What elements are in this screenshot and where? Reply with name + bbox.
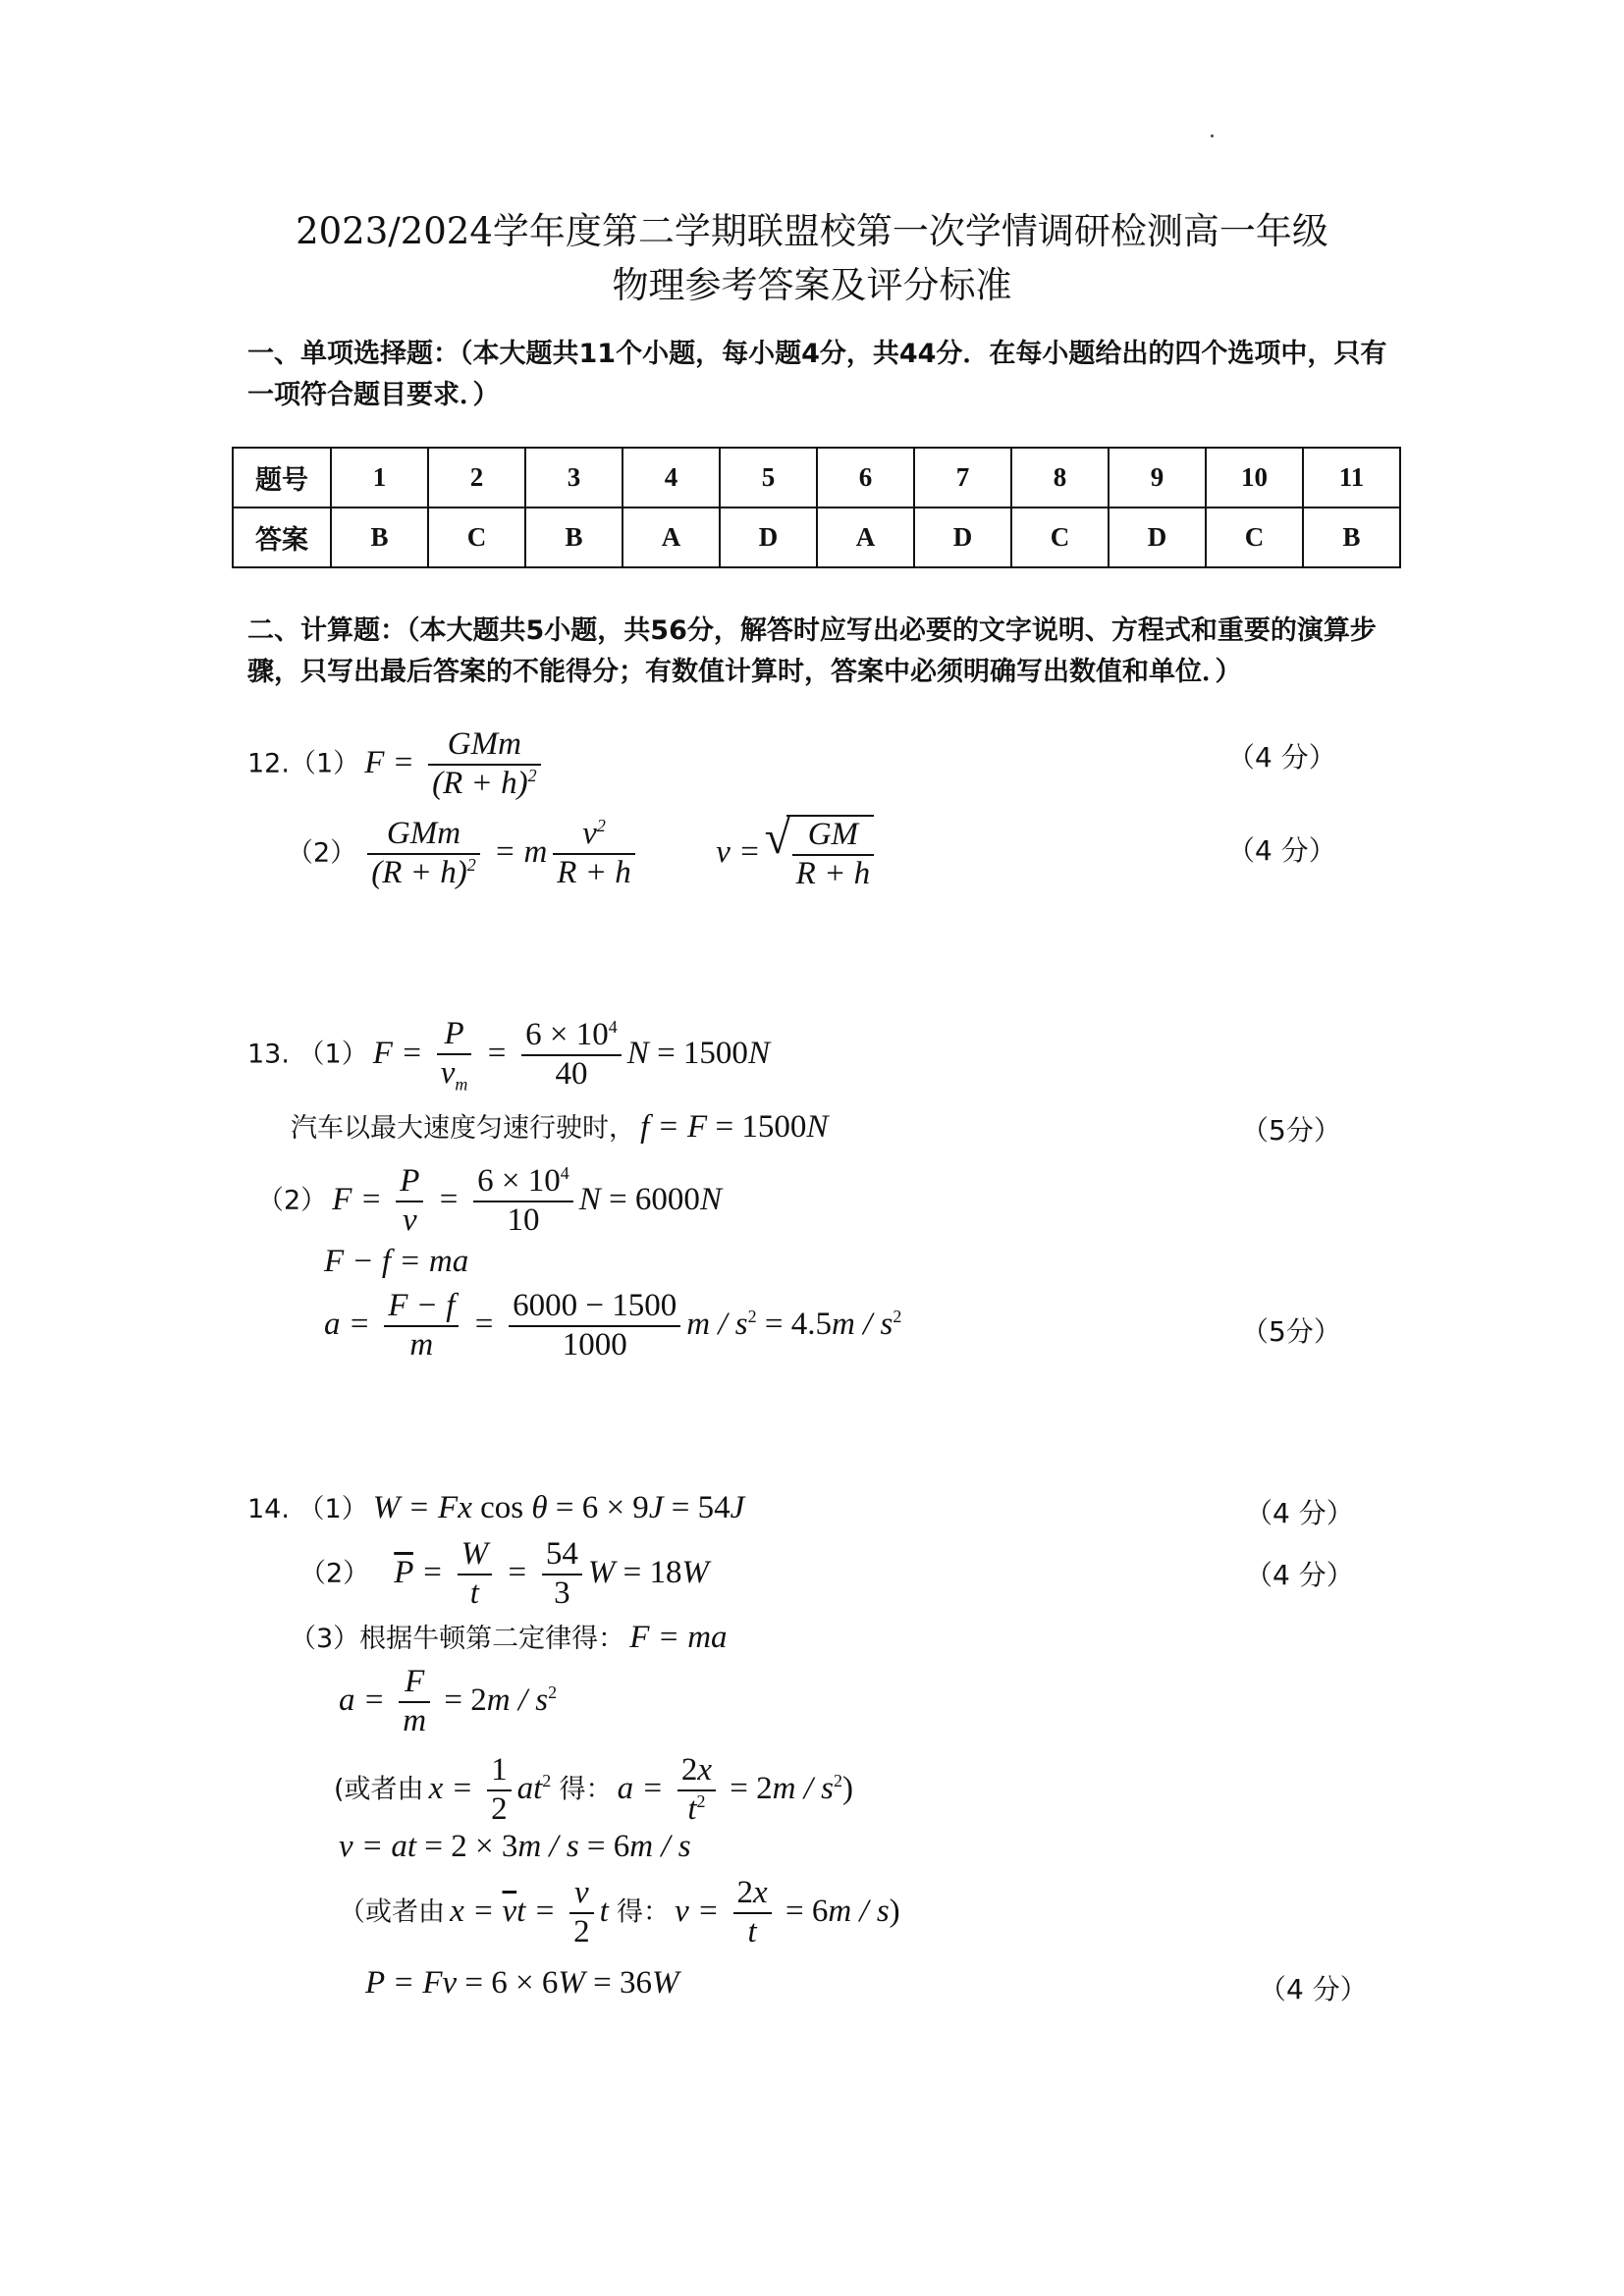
q14-alt1-eq2: a = $\frac{2x}{t^2}$ = $2m / s^2$) — [617, 1752, 853, 1827]
q14-alt1 — [334, 1752, 853, 1829]
q14-power-equation: P = Fv = 6 × 6W = 36W — [365, 1965, 679, 2001]
q12-part2-equation: GMm $(R + h)^2$ = m $\frac{v^2}{R + h}$ v = √ $\frac{GM}{R + h}$ — [361, 834, 874, 870]
number-row-label: 题号 — [233, 448, 331, 507]
q14-newton-equation: F = ma — [629, 1620, 728, 1655]
q13-newton-equation: F − f = ma — [324, 1244, 469, 1279]
q14-velocity-equation: v = at = 2 × 3m / s = 6m / s — [339, 1829, 691, 1864]
section2-header: 二、计算题：（本大题共5小题，共56分，解答时应写出必要的文字说明、方程式和重要的演算步骤，只写出最后答案的不能得分；有数值计算时，答案中必须明确写出数值和单位．） — [247, 615, 1377, 687]
question-number: 2 — [428, 448, 525, 507]
q12-part2-label: （2） — [287, 837, 357, 869]
q13-part2 — [257, 1163, 722, 1240]
q13-acceleration — [324, 1288, 901, 1364]
question-number: 11 — [1303, 448, 1400, 507]
q14-part2-label: （2） — [299, 1558, 370, 1589]
q14-alt1-mid: 得： — [559, 1774, 613, 1805]
answer-cell: D — [914, 507, 1011, 567]
q13-part2-label: （2） — [257, 1185, 328, 1216]
q14-part2 — [299, 1536, 709, 1613]
q14-alt2 — [339, 1875, 900, 1951]
q13-part2-equation: F = $\frac{P}{v}$ = $\frac{6 \times 10^4}{10}$ N = 6000N — [332, 1163, 722, 1238]
q14-part1-equation: W = Fx cos θ = 6 × 9J = 54J — [372, 1490, 745, 1525]
q14-part3-intro — [290, 1617, 728, 1656]
q14-part2-equation: $\overline{P}$ = $\frac{W}{t}$ = $\frac{54}{3}$ W = 18W — [394, 1536, 710, 1611]
answer-table-answer-row — [233, 507, 1400, 567]
question-number: 5 — [720, 448, 817, 507]
question-number: 4 — [623, 448, 720, 507]
q13-friction-equation: f = F = 1500N — [640, 1109, 829, 1145]
q14-alt2-prefix: （或者由 — [339, 1896, 445, 1928]
q14-part1-points: （4 分） — [1245, 1497, 1354, 1529]
answer-cell: B — [1303, 507, 1400, 567]
answer-cell: C — [428, 507, 525, 567]
q14-acceleration — [339, 1664, 557, 1740]
q14-alt2-eq2: v = $\frac{2x}{t}$ = 6m / s) — [675, 1875, 900, 1949]
section1-header: 一、单项选择题：（本大题共11个小题，每小题4分，共44分．在每小题给出的四个选项中，只有一项符合题目要求．） — [247, 339, 1387, 410]
answer-row-label: 答案 — [233, 507, 331, 567]
q14-part2-points: （4 分） — [1245, 1559, 1354, 1591]
q14-part1 — [247, 1487, 744, 1526]
page-title: 2023/2024学年度第二学期联盟校第一次学情调研检测高一年级 — [296, 210, 1328, 252]
question-number: 9 — [1109, 448, 1206, 507]
question-number: 6 — [817, 448, 914, 507]
question-number: 1 — [331, 448, 428, 507]
answer-table — [232, 447, 1401, 568]
q14-acceleration-equation: a = $\frac{F}{m}$ = $2m / s^2$ — [339, 1664, 558, 1738]
q12-part2 — [287, 815, 874, 893]
question-number: 7 — [914, 448, 1011, 507]
q13-part1-points: （5分） — [1241, 1114, 1341, 1147]
q14-part3-points: （4 分） — [1259, 1973, 1368, 2005]
question-number: 8 — [1011, 448, 1109, 507]
q13-part1-equation: F = $\frac{P}{v_m}$ = $\frac{6 \times 10^4}{40}$ N = 1500N — [372, 1016, 770, 1095]
question-number: 3 — [525, 448, 623, 507]
q13-part1-label: 13. （1） — [247, 1039, 368, 1070]
q13-text-line — [291, 1106, 828, 1146]
q12-part1 — [247, 726, 547, 803]
q14-alt2-eq1: $x = \overline{v}t$ = $\frac{v}{2}$ t — [450, 1875, 618, 1949]
answer-cell: A — [623, 507, 720, 567]
q12-part2-points: （4 分） — [1227, 834, 1336, 867]
answer-table-number-row — [233, 448, 1400, 507]
question-number: 10 — [1206, 448, 1303, 507]
q13-acceleration-equation: a = $\frac{F - f}{m}$ = $\frac{6000 - 1500}{1000}$ $m / s^2 = 4.5m / s^2$ — [324, 1288, 902, 1362]
q13-part1 — [247, 1016, 770, 1095]
q14-alt1-eq1: x = $\frac{1}{2}$ $at^2$ — [428, 1752, 552, 1827]
answer-cell: C — [1206, 507, 1303, 567]
q12-part1-points: （4 分） — [1227, 741, 1336, 774]
q14-part3-label: （3）根据牛顿第二定律得： — [290, 1624, 625, 1654]
answer-cell: B — [525, 507, 623, 567]
scan-speck — [1211, 134, 1214, 137]
q13-part2-points: （5分） — [1241, 1315, 1341, 1348]
page-subtitle: 物理参考答案及评分标准 — [612, 264, 1012, 306]
answer-cell: D — [1109, 507, 1206, 567]
q12-part1-equation: F = GMm $(R + h)^2$ — [364, 745, 546, 780]
answer-cell: C — [1011, 507, 1109, 567]
q14-alt2-mid: 得： — [617, 1896, 671, 1928]
q14-alt1-prefix: (或者由 — [334, 1774, 424, 1805]
answer-cell: D — [720, 507, 817, 567]
answer-cell: A — [817, 507, 914, 567]
q12-part1-label: 12.（1） — [247, 748, 360, 779]
answer-cell: B — [331, 507, 428, 567]
q14-part1-label: 14. （1） — [247, 1494, 368, 1524]
q13-text: 汽车以最大速度匀速行驶时， — [291, 1113, 635, 1144]
